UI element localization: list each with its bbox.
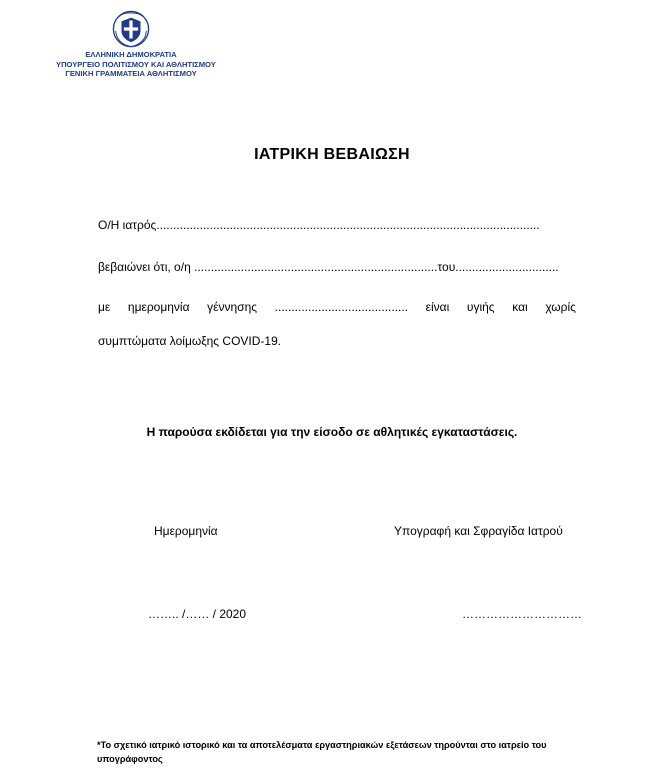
- doctor-name-line: Ο/Η ιατρός...................................................................................................................: [98, 218, 540, 232]
- date-label: Ημερομηνία: [154, 524, 218, 538]
- covid-symptoms-line: συμπτώματα λοίμωξης COVID-19.: [98, 334, 282, 348]
- date-field: …….. /…… / 2020: [148, 607, 247, 621]
- birthdate-word: και: [512, 300, 528, 314]
- letterhead-country: ΕΛΛΗΝΙΚΗ ΔΗΜΟΚΡΑΤΙΑ: [85, 50, 177, 59]
- birthdate-word: χωρίς: [545, 300, 576, 314]
- purpose-statement: Η παρούσα εκδίδεται για την είσοδο σε αθλητικές εγκαταστάσεις.: [146, 425, 518, 439]
- letterhead-ministry: ΥΠΟΥΡΓΕΙΟ ΠΟΛΙΤΙΣΜΟΥ ΚΑΙ ΑΘΛΗΤΙΣΜΟΥ: [56, 59, 216, 69]
- birthdate-line: [98, 299, 576, 315]
- signature-field: …………………………: [462, 607, 582, 621]
- greek-coat-of-arms-icon: [112, 10, 150, 48]
- patient-name-line: βεβαιώνει ότι, ο/η .........................................................................του...............................: [98, 260, 559, 274]
- document-title: ΙΑΤΡΙΚΗ ΒΕΒΑΙΩΣΗ: [254, 146, 410, 163]
- letterhead: [56, 10, 216, 79]
- birthdate-blank: ........................................: [274, 300, 409, 314]
- birthdate-word: υγιής: [466, 300, 495, 314]
- signature-label: Υπογραφή και Σφραγίδα Ιατρού: [394, 524, 563, 538]
- birthdate-word: ημερομηνία: [127, 300, 190, 314]
- footnote: *Το σχετικό ιατρικό ιστορικό και τα αποτελέσματα εργαστηριακών εξετάσεων τηρούνται στο ιατρείο του υπογράφοντος: [97, 740, 547, 764]
- letterhead-secretariat: ΓΕΝΙΚΗ ΓΡΑΜΜΑΤΕΙΑ ΑΘΛΗΤΙΣΜΟΥ: [65, 69, 197, 78]
- birthdate-word: γέννησης: [207, 300, 258, 314]
- birthdate-word: με: [98, 300, 111, 314]
- birthdate-word: είναι: [425, 300, 450, 314]
